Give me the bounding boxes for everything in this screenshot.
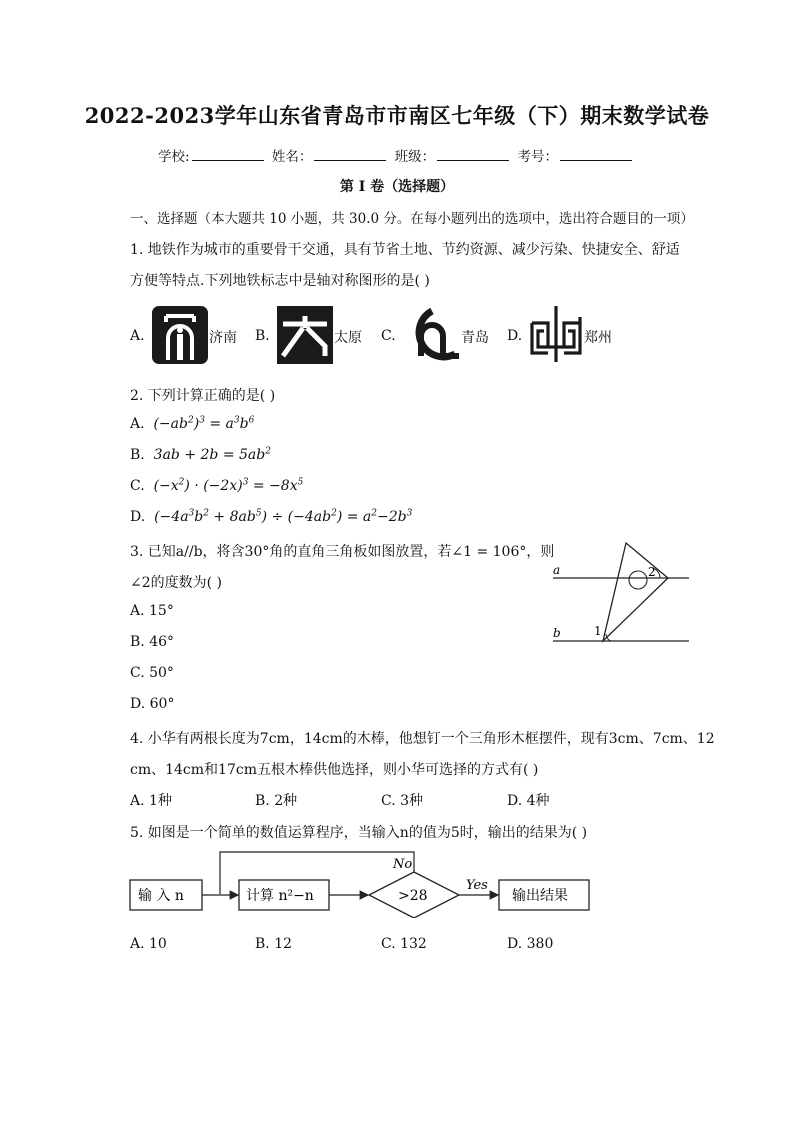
q5-option-a: A. 10: [130, 936, 167, 952]
q4-line2: cm、14cm和17cm五根木棒供他选择，则小华可选择的方式有( ): [130, 762, 539, 778]
taiyuan-metro-logo-icon: [277, 306, 333, 364]
q1-line2: 方便等特点.下列地铁标志中是轴对称图形的是( ): [130, 273, 430, 289]
q1-option-b-city: 太原: [334, 330, 362, 346]
q4-option-b: B. 2种: [255, 793, 298, 809]
q4-option-c: C. 3种: [381, 793, 424, 809]
jinan-metro-logo-icon: [152, 306, 208, 364]
q2-stem: 2. 下列计算正确的是( ): [130, 388, 276, 404]
q1-option-a-letter: A.: [130, 328, 145, 344]
q3-option-a: A. 15°: [130, 603, 174, 619]
exam-no-blank[interactable]: [560, 148, 632, 161]
q3-option-d: D. 60°: [130, 696, 175, 712]
q1-option-d-letter: D.: [507, 328, 523, 344]
zhengzhou-metro-logo-icon: [528, 303, 584, 365]
q2-option-a: A. $(-ab^2)^3 = a^3b^6$: [130, 415, 255, 432]
q5-option-b: B. 12: [255, 936, 293, 952]
output-label: 输出结果: [512, 888, 568, 904]
name-blank[interactable]: [314, 148, 386, 161]
q3-triangle-figure: [548, 538, 694, 646]
school-blank[interactable]: [192, 148, 264, 161]
label-a: a: [553, 563, 561, 577]
input-label: 输 入 n: [138, 888, 184, 904]
condition-label: >28: [398, 888, 428, 904]
q2-option-c: C. $(-x^2) \cdot (-2x)^3 = -8x^5$: [130, 477, 304, 494]
q3-option-b: B. 46°: [130, 634, 175, 650]
yes-label: Yes: [466, 878, 488, 893]
q3-line1: 3. 已知a//b，将含30°角的直角三角板如图放置，若∠1 = 106°，则: [130, 544, 555, 560]
class-blank[interactable]: [437, 148, 509, 161]
label-angle1: 1: [594, 624, 602, 638]
triangle-ruler: [603, 543, 668, 641]
q4-line1: 4. 小华有两根长度为7cm，14cm的木棒，他想钉一个三角形木框摆件，现有3cm、7cm、12: [130, 731, 715, 747]
q5-stem: 5. 如图是一个简单的数值运算程序，当输入n的值为5时，输出的结果为( ): [130, 825, 588, 841]
q5-flowchart: [128, 846, 598, 918]
volume-heading: 第 I 卷（选择题）: [339, 179, 455, 195]
q1-option-d-city: 郑州: [584, 330, 612, 346]
q1-option-a-city: 济南: [209, 330, 237, 346]
exam-title: 2022-2023学年山东省青岛市市南区七年级（下）期末数学试卷: [84, 103, 710, 128]
compute-label: 计算 n²−n: [246, 888, 314, 904]
no-label: No: [393, 857, 413, 872]
q5-option-c: C. 132: [381, 936, 427, 952]
name-label: 姓名：: [271, 149, 313, 165]
class-label: 班级：: [394, 149, 436, 165]
label-b: b: [553, 626, 561, 640]
ruler-hole: [629, 571, 647, 589]
q2-option-d: D. $(-4a^3b^2 + 8ab^5) \div (-4ab^2) = a^2-2b^3$: [130, 508, 413, 525]
q3-line2: ∠2的度数为( ): [130, 575, 223, 591]
q4-option-d: D. 4种: [507, 793, 550, 809]
q1-option-b-letter: B.: [255, 328, 270, 344]
q1-line1: 1. 地铁作为城市的重要骨干交通，具有节省土地、节约资源、减少污染、快捷安全、舒适: [130, 242, 680, 258]
school-label: 学校:: [158, 149, 190, 165]
label-angle2: 2: [648, 565, 656, 579]
q1-option-c-city: 青岛: [461, 330, 489, 346]
section-heading: 一、选择题（本大题共 10 小题，共 30.0 分。在每小题列出的选项中，选出符合题目的一项）: [130, 211, 694, 227]
q2-option-b: B. $3ab + 2b = 5ab^2$: [130, 446, 271, 463]
student-info-row: [0, 145, 794, 165]
q5-option-d: D. 380: [507, 936, 554, 952]
q4-option-a: A. 1种: [130, 793, 172, 809]
q3-option-c: C. 50°: [130, 665, 174, 681]
qingdao-metro-logo-icon: [403, 306, 461, 364]
exam-no-label: 考号：: [517, 149, 558, 165]
q1-option-c-letter: C.: [381, 328, 396, 344]
